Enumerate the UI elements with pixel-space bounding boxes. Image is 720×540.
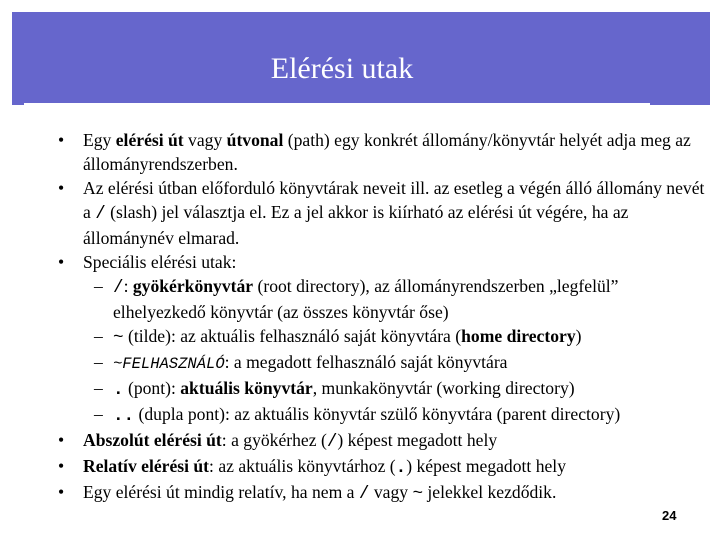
bullet-slash-separator [58, 176, 708, 250]
code-slash: / [95, 204, 106, 224]
term-aktualis-konyvtar: aktuális könyvtár [180, 378, 313, 398]
text: : a megadott felhasználó saját könyvtára [224, 352, 508, 372]
text: vagy [369, 482, 413, 502]
text: Egy [83, 130, 116, 150]
text: ) képest megadott hely [337, 430, 498, 450]
text: Egy elérési út mindig relatív, ha nem a [83, 482, 359, 502]
slide-title: Elérési utak [270, 52, 414, 85]
text: (pont): [123, 378, 181, 398]
dash: – [94, 378, 103, 398]
bullet-list [58, 128, 708, 506]
bullet-special-paths [58, 250, 708, 274]
text: (root directory), az állományrendszerben „legfelül” elhelyezkedő könyvtár (az összes könyvtár őse) [113, 276, 619, 322]
term-abszolut: Abszolút elérési út [83, 430, 222, 450]
term-eleresi-ut: elérési út [115, 130, 184, 150]
title-band [12, 12, 710, 105]
sub-home-directory [58, 324, 708, 350]
text: (dupla pont): az aktuális könyvtár szülő könyvtára (parent directory) [134, 404, 621, 424]
sub-current-directory [58, 376, 708, 402]
code-slash: / [326, 432, 338, 452]
text: ) képest megadott hely [406, 456, 566, 476]
dash: – [94, 404, 103, 424]
bullet-relative-path [58, 454, 708, 480]
text: (path) egy konkrét állomány/könyvtár helyét adja meg az állományrendszerben. [83, 130, 691, 174]
text: , munkakönyvtár (working directory) [312, 378, 575, 398]
text: : az aktuális könyvtárhoz ( [209, 456, 396, 476]
code-slash: / [113, 278, 124, 298]
text: Speciális elérési utak: [83, 252, 237, 272]
title-underline [24, 103, 650, 107]
code-tilde: ~ [113, 328, 124, 348]
text: vagy [183, 130, 227, 150]
sub-root-directory [58, 274, 708, 324]
code-tilde: ~ [412, 484, 423, 504]
dash: – [94, 276, 103, 296]
term-relativ: Relatív elérési út [83, 456, 210, 476]
term-gyokerkonyvtar: gyökérkönyvtár [132, 276, 254, 296]
text: jelekkel kezdődik. [423, 482, 557, 502]
sub-parent-directory [58, 402, 708, 428]
bullet-absolute-path [58, 428, 708, 454]
code-tilde-user: ~FELHASZNÁLÓ [113, 355, 225, 373]
page-number: 24 [662, 508, 677, 523]
bullet-path-definition [58, 128, 708, 176]
code-dot: . [395, 458, 407, 478]
text: : a gyökérhez ( [221, 430, 327, 450]
bullet-relative-rule [58, 480, 708, 506]
code-double-dot: .. [113, 406, 135, 426]
sub-user-home [58, 350, 708, 376]
code-slash: / [358, 484, 370, 504]
dash: – [94, 326, 103, 346]
dash: – [94, 352, 103, 372]
text: (slash) jel választja el. Ez a jel akkor is kiírható az elérési út végére, ha az állománynév elmarad. [83, 202, 629, 248]
text: : [123, 276, 133, 296]
code-dot: . [113, 380, 124, 400]
term-utvonal: útvonal [226, 130, 284, 150]
text: ) [575, 326, 582, 346]
text: (tilde): az aktuális felhasználó saját könyvtára ( [123, 326, 462, 346]
term-home-directory: home directory [461, 326, 576, 346]
text: Az elérési útban előforduló könyvtárak neveit ill. az esetleg a végén álló állomány nevét a [83, 178, 705, 222]
